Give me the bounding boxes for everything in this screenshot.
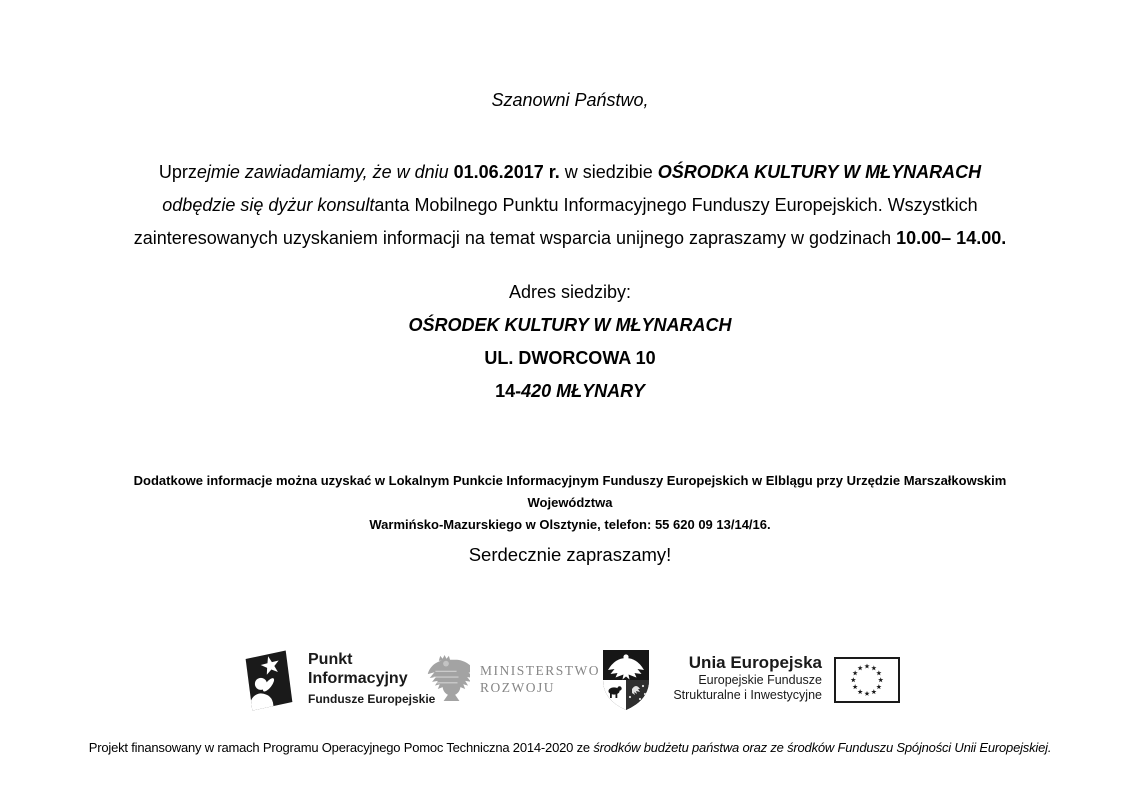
warmia-mazury-coat-of-arms <box>602 648 650 712</box>
footer-text-regular: Projekt finansowany w ramach Programu Operacyjnego Pomoc Techniczna 2014-2020 ze <box>88 740 594 755</box>
punkt-informacyjny-logo <box>238 646 436 716</box>
text-segment: anta Mobilnego Punktu Informacyjnego Funduszy Europejskich. Wszystkich <box>374 195 978 215</box>
punkt-informacyjny-flag-icon <box>238 646 300 716</box>
event-date: 01.06.2017 r. <box>453 162 560 182</box>
info-note <box>90 470 1050 536</box>
paragraph-line-2 <box>90 189 1050 222</box>
warmia-mazury-coat-of-arms-icon <box>602 648 650 712</box>
unia-europejska-logo <box>660 652 900 706</box>
eu-flag-icon <box>834 657 900 703</box>
ministerstwo-rozwoju-text <box>480 662 600 696</box>
event-hours: 10.00– 14.00. <box>896 228 1007 248</box>
paragraph-line-1 <box>90 156 1050 189</box>
address-block <box>0 276 1140 408</box>
ministerstwo-rozwoju-logo <box>422 650 600 710</box>
venue-name: OŚRODKA KULTURY W MŁYNARACH <box>657 162 982 182</box>
ministry-line-1: MINISTERSTWO <box>480 663 600 678</box>
polish-eagle-icon <box>422 650 470 706</box>
info-note-line-1: Dodatkowe informacje można uzyskać w Lokalnym Punkcie Informacyjnym Funduszy Europejskich w Elblągu przy Urzędzie Marszałkowskim Województwa <box>133 473 1007 510</box>
address-institution: OŚRODEK KULTURY W MŁYNARACH <box>408 315 732 335</box>
unia-europejska-text <box>673 652 822 703</box>
footer-text-italic: środków budżetu państwa oraz ze środków Funduszu Spójności Unii Europejskiej. <box>593 740 1052 755</box>
footer-note <box>50 740 1090 755</box>
info-note-line-2: Warmińsko-Mazurskiego w Olsztynie, telefon: 55 620 09 13/14/16. <box>369 517 771 532</box>
postal-city: 420 MŁYNARY <box>521 381 645 401</box>
address-postal-line <box>0 375 1140 408</box>
text-segment: odbędzie się dyżur konsult <box>162 195 375 215</box>
text-segment: ejmie zawiadamiamy, że w dniu <box>196 162 454 182</box>
address-label: Adres siedziby: <box>508 282 632 302</box>
text-segment: w siedzibie <box>559 162 658 182</box>
paragraph-line-3 <box>90 222 1050 255</box>
closing-text: Serdecznie zapraszamy! <box>468 544 672 565</box>
closing-line <box>0 544 1140 566</box>
eu-subtitle-line-2: Strukturalne i Inwestycyjne <box>673 688 822 702</box>
punkt-title-line-2: Informacyjny <box>308 670 408 687</box>
punkt-informacyjny-text <box>308 650 435 706</box>
address-street: UL. DWORCOWA 10 <box>484 348 656 368</box>
main-paragraph <box>90 156 1050 255</box>
text-segment: Uprz <box>158 162 197 182</box>
text-segment: zainteresowanych uzyskaniem informacji na temat wsparcia unijnego zapraszamy w godzinach <box>133 228 897 248</box>
postal-code-prefix: 14- <box>495 381 522 401</box>
punkt-title-line-1: Punkt <box>308 651 353 668</box>
greeting-text: Szanowni Państwo, <box>491 90 649 110</box>
eu-flag-stars <box>836 659 898 701</box>
punkt-subtitle: Fundusze Europejskie <box>308 692 436 706</box>
greeting-line <box>0 90 1140 111</box>
eu-subtitle-line-1: Europejskie Fundusze <box>698 673 822 687</box>
eu-title: Unia Europejska <box>688 653 822 672</box>
ministry-line-2: ROZWOJU <box>480 680 555 695</box>
